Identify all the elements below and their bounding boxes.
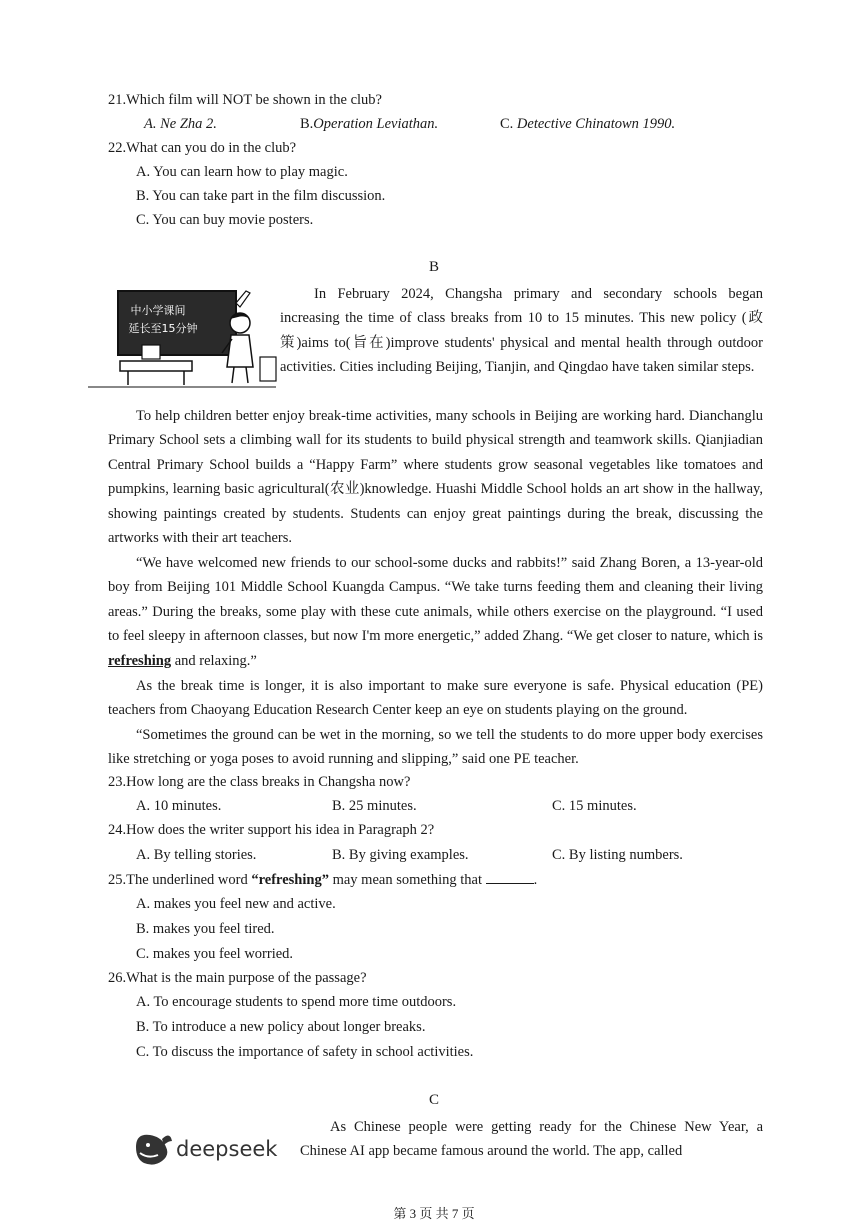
illustration-text-1: 中小学课间 — [130, 304, 186, 317]
q21-option-b — [300, 114, 438, 134]
question-23: 23.How long are the class breaks in Changsha now? — [108, 774, 411, 790]
q26-option-c: C. To discuss the importance of safety in school activities. — [136, 1044, 474, 1060]
q25-text-before: 25.The underlined word — [108, 872, 252, 888]
q26-option-b: B. To introduce a new policy about longer breaks. — [136, 1019, 426, 1035]
q23-option-b: B. 25 minutes. — [332, 798, 417, 814]
q21-option-b-title: Operation Leviathan. — [313, 116, 439, 132]
underlined-word-refreshing: refreshing — [108, 652, 172, 669]
question-21: 21.Which film will NOT be shown in the club? — [108, 92, 382, 108]
q25-option-c: C. makes you feel worried. — [136, 946, 294, 962]
section-b-paragraph-5: “Sometimes the ground can be wet in the morning, so we tell the students to do more upper body exercises like stretching or yoga poses to avoid running and slipping,” said one PE teacher. — [108, 727, 763, 768]
q24-option-c: C. By listing numbers. — [552, 847, 683, 863]
q23-option-c: C. 15 minutes. — [552, 798, 637, 814]
illustration-text-2: 延长至15分钟 — [128, 322, 198, 335]
section-b-paragraph-4: As the break time is longer, it is also important to make sure everyone is safe. Physical education (PE) teachers from Chaoyang Education Research Center keep an eye on students playing on the ground. — [108, 678, 763, 719]
q21-option-c — [500, 114, 675, 134]
q25-word: “refreshing” — [251, 872, 329, 888]
page-number-footer: 第 3 页 共 7 页 — [393, 1206, 475, 1221]
q21-option-c-prefix: C. — [500, 116, 514, 132]
section-b-paragraph-1: In February 2024, Changsha primary and secondary schools began increasing the time of class breaks from 10 to 15 minutes. This new policy (政策)aims to(旨在)improve students' physical and mental health through outdoor activities. Cities including Beijing, Tianjin, and Qingdao have taken similar steps. — [280, 286, 763, 376]
q25-text-end: . — [533, 872, 538, 888]
section-b-paragraph-2: To help children better enjoy break-time activities, many schools in Beijing are working hard. Dianchanglu Primary School sets a climbing wall for its students to build physical strength and teamwork skills. Qianjiadian Central Primary School builds a “Happy Farm” where students grow seasonal vegetables like tomatoes and pumpkins, learning basic agricultural(农业)knowledge. Huashi Middle School holds an art show in the hallway, showing paintings created by students. Students can enjoy great paintings during the break, discussing the artworks with their art teachers. — [108, 408, 763, 547]
q25-text-after: may mean something that — [328, 872, 482, 888]
question-24: 24.How does the writer support his idea in Paragraph 2? — [108, 822, 435, 838]
answer-blank — [486, 869, 534, 884]
question-26: 26.What is the main purpose of the passage? — [108, 970, 367, 986]
section-b-letter: B — [428, 259, 439, 275]
q21-option-a — [144, 114, 217, 134]
q21-option-b-prefix: B. — [300, 116, 314, 132]
paragraph-3-text-after: and relaxing.” — [171, 652, 257, 669]
paragraph-3-text-before: “We have welcomed new friends to our school-some ducks and rabbits!” said Zhang Boren, a 13-year-old boy from Beijing 101 Middle School Kuangda Campus. “We take turns feeding them and cleaning their living areas.” During the breaks, some play with these cute animals, while others exercise on the playground. “I used to feel sleepy in afternoon classes, but now I'm more energetic,” added Zhang. “We get closer to nature, which is — [108, 555, 763, 645]
question-25 — [108, 869, 537, 890]
logo-text: deepseek — [176, 1137, 278, 1161]
q24-option-a: A. By telling stories. — [136, 847, 257, 863]
q22-option-c: C. You can buy movie posters. — [136, 212, 314, 228]
section-c-letter: C — [428, 1092, 439, 1108]
q25-option-a: A. makes you feel new and active. — [136, 896, 336, 912]
q21-option-c-title: Detective Chinatown 1990. — [516, 116, 676, 132]
q24-option-b: B. By giving examples. — [332, 847, 469, 863]
classroom-illustration — [88, 283, 278, 393]
deepseek-logo — [132, 1127, 282, 1169]
q22-option-b: B. You can take part in the film discussion. — [136, 188, 386, 204]
section-b-paragraph-3 — [108, 551, 763, 673]
q26-option-a: A. To encourage students to spend more time outdoors. — [136, 994, 457, 1010]
q23-option-a: A. 10 minutes. — [136, 798, 222, 814]
section-c-paragraph-1: As Chinese people were getting ready for the Chinese New Year, a Chinese AI app became famous around the world. The app, called — [300, 1119, 763, 1160]
q22-option-a: A. You can learn how to play magic. — [136, 164, 348, 180]
q25-option-b: B. makes you feel tired. — [136, 921, 275, 937]
q21-option-a-text: A. Ne Zha 2. — [144, 116, 217, 132]
question-22: 22.What can you do in the club? — [108, 140, 297, 156]
